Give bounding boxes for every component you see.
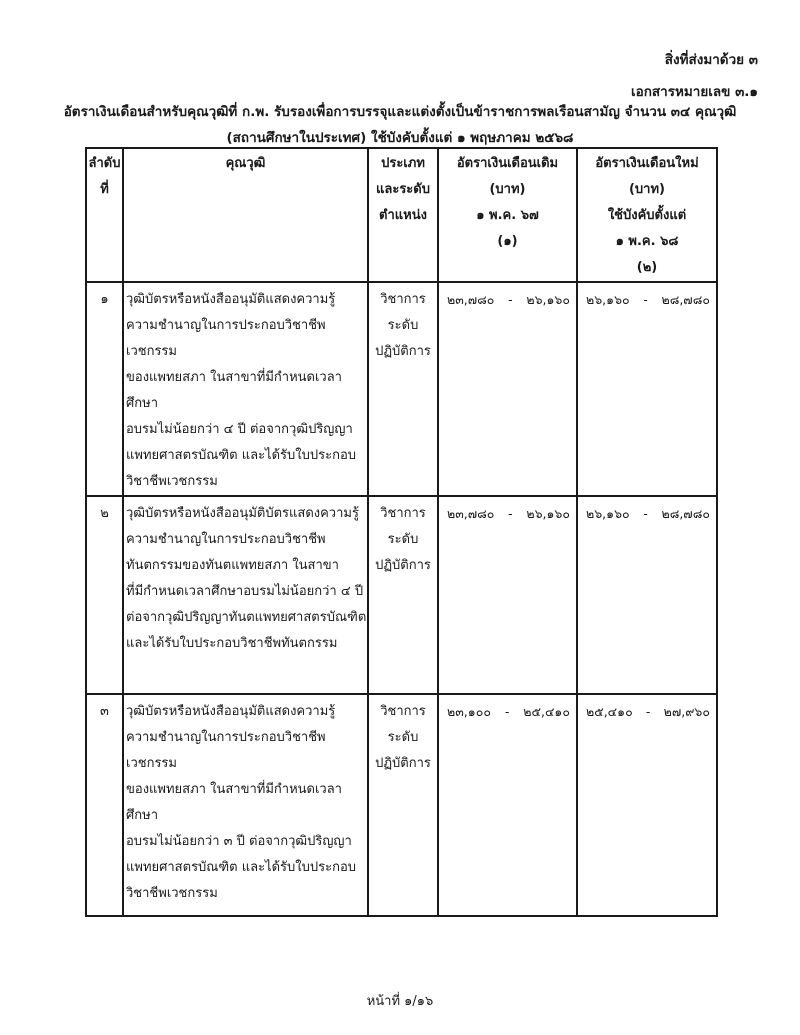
range-separator: - xyxy=(643,292,648,307)
new-salary-cell xyxy=(577,694,717,916)
row-number: ๒ xyxy=(86,496,123,694)
new-salary-min: ๒๖,๑๖๐ xyxy=(586,506,630,521)
new-salary-min: ๒๕,๔๑๐ xyxy=(586,704,633,719)
table-header-row xyxy=(86,148,717,282)
table-row xyxy=(86,694,717,916)
range-separator: - xyxy=(643,506,648,521)
new-salary-max: ๒๘,๗๘๐ xyxy=(661,506,710,521)
page-subtitle: (สถานศึกษาในประเทศ) ใช้บังคับตั้งแต่ ๑ พฤษภาคม ๒๕๖๘ xyxy=(226,130,574,146)
old-salary-cell xyxy=(438,496,577,694)
row-number: ๓ xyxy=(86,694,123,916)
attachment-label: สิ่งที่ส่งมาด้วย ๓ xyxy=(664,52,758,68)
range-separator: - xyxy=(645,704,651,719)
column-header-position-type: ประเภท และระดับ ตำแหน่ง xyxy=(368,148,438,282)
old-salary-cell xyxy=(438,694,577,916)
old-salary-max: ๒๖,๑๖๐ xyxy=(526,292,570,307)
page-number: หน้าที่ ๑/๑๖ xyxy=(366,994,434,1009)
old-salary-max: ๒๖,๑๖๐ xyxy=(526,506,570,521)
qualification-cell: วุฒิบัตรหรือหนังสืออนุมัติบัตรแสดงความรู้ ความชำนาญในการประกอบวิชาชีพ ทันตกรรมของทันตแพทยสภา ในสาขา ที่มีกำหนดเวลาศึกษาอบรมไม่น้อยกว่า ๔ ปี ต่อจากวุฒิปริญญาทันตแพทยศาสตรบัณฑิต และได้รับใบประกอบวิชาชีพทันตกรรม xyxy=(123,496,368,694)
position-type-cell: วิชาการ ระดับ ปฏิบัติการ xyxy=(368,496,438,694)
page-title: อัตราเงินเดือนสำหรับคุณวุฒิที่ ก.พ. รับรองเพื่อการบรรจุและแต่งตั้งเป็นข้าราชการพลเรือนสามัญ จำนวน ๓๔ คุณวุฒิ xyxy=(63,104,737,120)
salary-table xyxy=(85,147,718,917)
new-salary-max: ๒๗,๙๖๐ xyxy=(663,704,710,719)
new-salary-cell xyxy=(577,496,717,694)
column-header-qualification: คุณวุฒิ xyxy=(123,148,368,282)
row-number: ๑ xyxy=(86,282,123,496)
range-separator: - xyxy=(508,292,513,307)
new-salary-max: ๒๘,๗๘๐ xyxy=(661,292,710,307)
document-number: เอกสารหมายเลข ๓.๑ xyxy=(631,84,758,100)
qualification-cell: วุฒิบัตรหรือหนังสืออนุมัติแสดงความรู้ ความชำนาญในการประกอบวิชาชีพเวชกรรม ของแพทยสภา ในสาขาที่มีกำหนดเวลาศึกษา อบรมไม่น้อยกว่า ๓ ปี ต่อจากวุฒิปริญญา แพทยศาสตรบัณฑิต และได้รับใบประกอบ วิชาชีพเวชกรรม xyxy=(123,694,368,916)
column-header-old-salary: อัตราเงินเดือนเดิม (บาท) ๑ พ.ค. ๖๗ (๑) xyxy=(438,148,577,282)
old-salary-cell xyxy=(438,282,577,496)
qualification-cell: วุฒิบัตรหรือหนังสืออนุมัติแสดงความรู้ ความชำนาญในการประกอบวิชาชีพเวชกรรม ของแพทยสภา ในสาขาที่มีกำหนดเวลาศึกษา อบรมไม่น้อยกว่า ๔ ปี ต่อจากวุฒิปริญญา แพทยศาสตรบัณฑิต และได้รับใบประกอบ วิชาชีพเวชกรรม xyxy=(123,282,368,496)
column-header-new-salary: อัตราเงินเดือนใหม่ (บาท) ใช้บังคับตั้งแต่ ๑ พ.ค. ๖๘ (๒) xyxy=(577,148,717,282)
column-header-no: ลำดับ ที่ xyxy=(86,148,123,282)
new-salary-min: ๒๖,๑๖๐ xyxy=(586,292,630,307)
position-type-cell: วิชาการ ระดับ ปฏิบัติการ xyxy=(368,694,438,916)
position-type-cell: วิชาการ ระดับ ปฏิบัติการ xyxy=(368,282,438,496)
old-salary-min: ๒๓,๗๘๐ xyxy=(447,506,495,521)
old-salary-min: ๒๓,๑๐๐ xyxy=(447,704,491,719)
new-salary-cell xyxy=(577,282,717,496)
table-row xyxy=(86,282,717,496)
table-row xyxy=(86,496,717,694)
range-separator: - xyxy=(508,506,513,521)
old-salary-min: ๒๓,๗๘๐ xyxy=(447,292,495,307)
range-separator: - xyxy=(504,704,510,719)
old-salary-max: ๒๕,๔๑๐ xyxy=(523,704,570,719)
